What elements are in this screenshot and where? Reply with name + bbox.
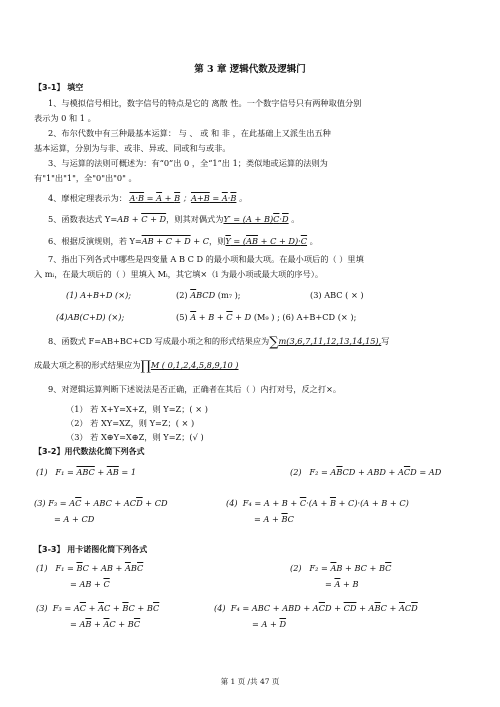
section-3-3-heading: 【3-3】 用卡诺图化简下列各式 xyxy=(34,545,148,554)
q9-text: 9、对逻辑运算判断下述说法是否正确，正确者在其后（ ）内打对号，反之打×。 xyxy=(48,384,342,394)
q7-line2: 入 mᵢ，在最大项后的（ ）里填入 Mᵢ，其它填×（i 为最小项或最大项的序号）。 xyxy=(34,269,324,279)
eq-3-3-1-result: = AB + $\overline{C}$ xyxy=(70,579,110,589)
q9-item3: （3） 若 X⊕Y=X⊕Z，则 Y=Z；(√ ) xyxy=(66,432,204,442)
q6-inverse: Y = (AB + C + D)·C xyxy=(225,236,308,246)
q7-item1: (1) A+B+D (×); xyxy=(66,290,132,300)
eq-3-3-3: (3) $F_3 = A\overline{C} + \overline{A}C + \overline{B}C + B\overline{C}$ xyxy=(36,603,160,613)
q7-item4: (4)AB(C+D) (×); xyxy=(56,312,125,322)
eq-3-2-4-result: = $A + \overline{B}C$ xyxy=(254,514,294,524)
q5-dual: Y′ = (A + B)C·D xyxy=(223,214,289,224)
q1-line2: 表示为 0 和 1 。 xyxy=(34,113,96,123)
q1-line1: 1、与模拟信号相比，数字信号的特点是它的 离散 性。一个数字信号只有两种取值分别 xyxy=(48,98,362,108)
section-3-2-heading: 【3-2】用代数法化简下列各式 xyxy=(34,447,145,456)
eq-3-2-3-result: = A + CD xyxy=(54,514,95,524)
q2-line1: 2、布尔代数中有三种最基本运算： 与 、 或 和 非 ，在此基础上又派生出五种 xyxy=(48,128,331,138)
q3-line1: 3、与运算的法则可概述为：有“0”出 0 ，全“1”出 1；类似地或运算的法则为 xyxy=(48,158,328,168)
eq-3-2-4: (4) $F_4 = A + B + C\cdot(A + \overline{B} + C)\cdot(A + B + C)$ xyxy=(226,498,409,508)
q7-item5-term: $\overline{A} + B + \overline{C} + D$ xyxy=(190,312,252,322)
q7-line1: 7、指出下列各式中哪些是四变量 A B C D 的最小项和最大项。在最小项后的（ ）里填 xyxy=(48,254,364,264)
eq-3-2-1: (1) $F_1 = \overline{ABC}$ + AB = 1 xyxy=(36,467,137,477)
q7-item3: (3) ABC ( × ) xyxy=(310,290,364,300)
q4-text: 4、摩根定理表示为： A·B = A + B ；A+B = A·B 。 xyxy=(48,193,248,203)
q9-item2: （2） 若 XY=XZ，则 Y=Z；( × ) xyxy=(66,418,195,428)
eq-3-3-1: (1) $F_1 = \overline{B}C$ + AB + $\overline{A}B\overline{C}$ xyxy=(36,563,144,573)
page-footer: 第 1 页 /共 47 页 xyxy=(220,677,280,686)
eq-3-3-2-result: = $\overline{A} + B$ xyxy=(325,579,359,589)
demorgan-formula: A·B = A + B ；A+B = A·B 。 xyxy=(129,193,248,203)
q6-expression: AB + C + D + C xyxy=(141,236,210,246)
q8-line2: 成最大项之积的形式结果应为∏M ( 0,1,2,4,5,8,9,10 ) xyxy=(34,359,239,374)
eq-3-2-3: (3) $F_3 = A\overline{C}$ + ABC + $AC\overline{D}$ + CD xyxy=(34,498,168,508)
eq-3-3-3-result: = $A\overline{B} + \overline{A}C + B\overline{C}$ xyxy=(70,619,141,629)
eq-3-2-2: (2) $F_2 = A\overline{B}CD$ + ABD + $A\overline{C}D$ = AD xyxy=(290,467,442,477)
product-symbol: ∏ xyxy=(140,359,151,374)
q5-expression: AB + C + D xyxy=(117,214,167,224)
q5-text: 5、函数表达式 Y=AB + C + D，则其对偶式为Y′ = (A + B)C·D 。 xyxy=(48,214,300,224)
q9-item1: （1） 若 X+Y=X+Z，则 Y=Z；( × ) xyxy=(66,404,208,414)
eq-3-3-4: (4) F₄ = ABC + ABD + $A\overline{C}D + \overline{CD} + A\overline{B}C + \overline{A}C\overline{D}$ xyxy=(214,603,418,613)
q7-item2-term: $\overline{A}BCD$ xyxy=(190,290,216,300)
q7-item5: (5) $\overline{A} + B + \overline{C} + D$ (M₉ ) ; (6) A+B+CD (× ); xyxy=(176,312,357,322)
q2-line2: 基本运算，分别为与非、或非、异或、同或和与或非。 xyxy=(34,143,231,153)
sum-symbol: ∑ xyxy=(269,335,279,350)
q3-line2: 有"1"出"1"，全"0"出"0" 。 xyxy=(34,173,137,183)
eq-3-3-2: (2) $F_2 = \overline{A}B$ + BC + $B\overline{C}$ xyxy=(290,563,392,573)
q7-item2: (2) $\overline{A}BCD$ (m₇ ); xyxy=(176,290,241,300)
q8-line1: 8、函数式 F=AB+BC+CD 写成最小项之和的形式结果应为∑m(3,6,7,11,12,13,14,15),写 xyxy=(48,335,390,350)
q6-text: 6、根据反演规则，若 Y=AB + C + D + C，则Y = (AB + C + D)·C 。 xyxy=(48,236,318,246)
chapter-title: 第 3 章 逻辑代数及逻辑门 xyxy=(194,64,306,75)
section-3-1-heading: 【3-1】 填空 xyxy=(34,83,84,92)
eq-3-3-4-result: = $A + \overline{D}$ xyxy=(252,619,287,629)
